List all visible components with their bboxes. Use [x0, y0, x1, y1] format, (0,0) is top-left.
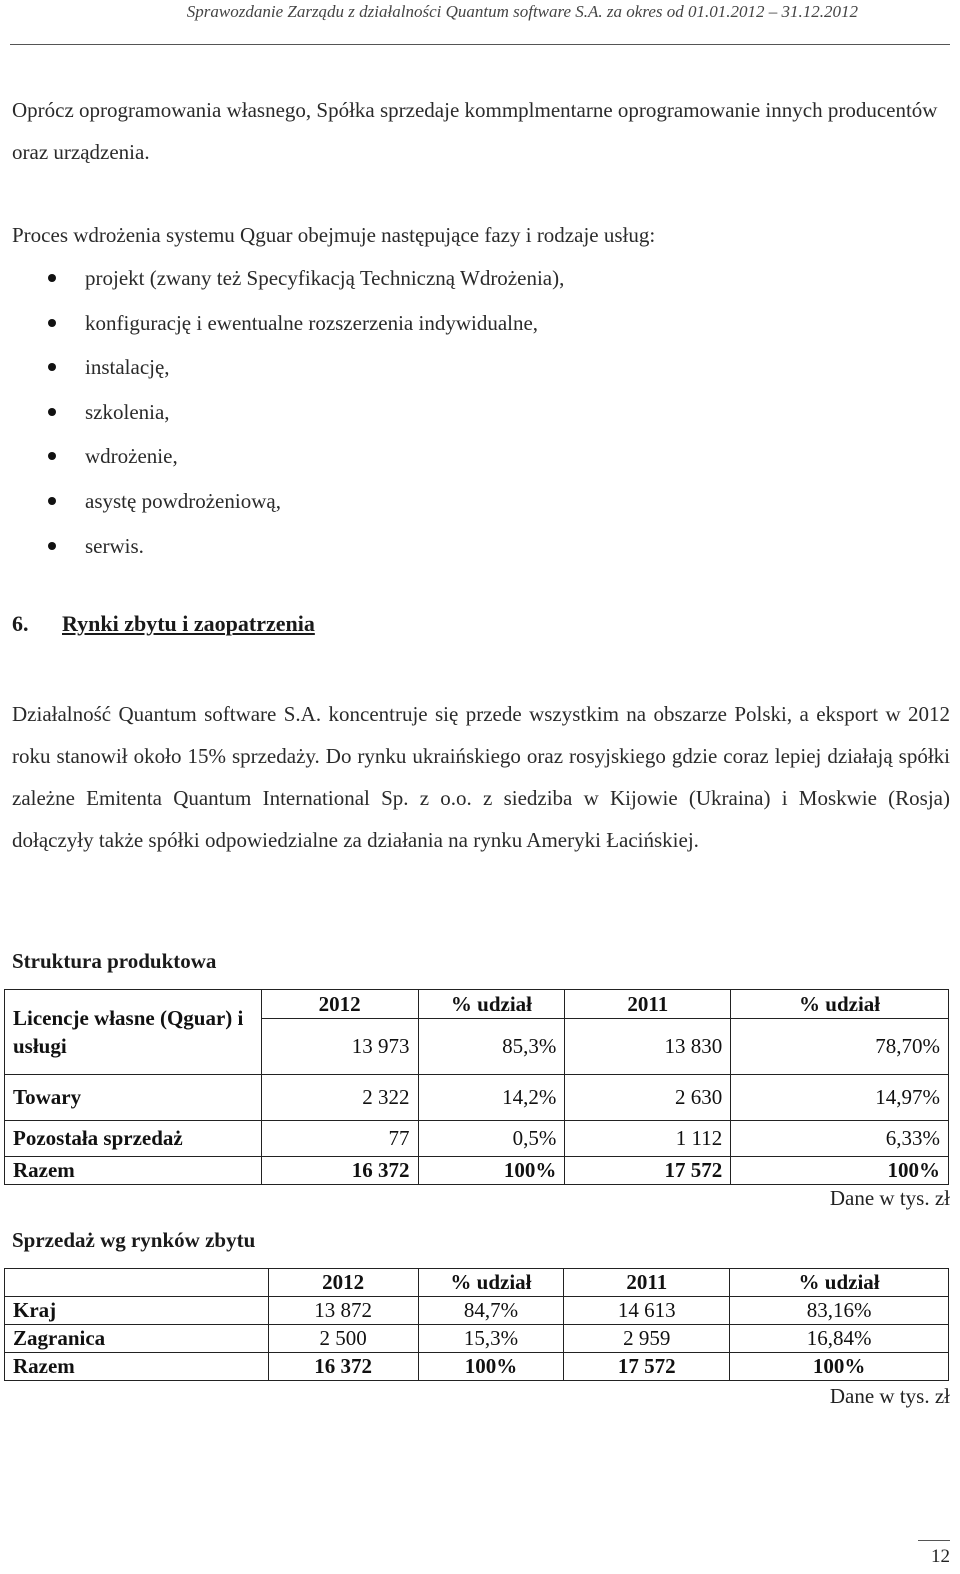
table-cell: 13 973 — [261, 1019, 418, 1075]
table-cell: 14 613 — [564, 1297, 730, 1325]
table-row-label: Towary — [5, 1075, 262, 1121]
column-header: 2012 — [261, 990, 418, 1019]
bullet-icon — [48, 363, 56, 371]
product-structure-title: Struktura produktowa — [12, 949, 217, 973]
process-paragraph: Proces wdrożenia systemu Qguar obejmuje następujące fazy i rodzaje usług: — [12, 223, 656, 247]
table-cell: 6,33% — [731, 1121, 949, 1157]
table-row-label: Licencje własne (Qguar) i usługi — [5, 990, 262, 1075]
bullet-icon — [48, 452, 56, 460]
bullet-icon — [48, 319, 56, 327]
table-cell: 17 572 — [564, 1353, 730, 1381]
page-number-divider — [918, 1540, 950, 1541]
table-cell: 15,3% — [418, 1325, 564, 1353]
market-sales-title: Sprzedaż wg rynków zbytu — [12, 1228, 256, 1252]
bullet-icon — [48, 408, 56, 416]
column-header: % udział — [730, 1269, 949, 1297]
bullet-icon — [48, 274, 56, 282]
table-cell: 2 322 — [261, 1075, 418, 1121]
list-item: projekt (zwany też Specyfikacją Techniczną Wdrożenia), — [0, 256, 900, 301]
list-item: wdrożenie, — [0, 434, 900, 479]
bullet-icon — [48, 542, 56, 550]
table-row-label: Pozostała sprzedaż — [5, 1121, 262, 1157]
table-cell: 1 112 — [565, 1121, 731, 1157]
process-list — [0, 256, 900, 568]
column-header: % udział — [418, 1269, 564, 1297]
column-header: 2012 — [268, 1269, 418, 1297]
section-heading — [12, 611, 315, 637]
column-header: % udział — [418, 990, 565, 1019]
table-cell: 13 872 — [268, 1297, 418, 1325]
table-cell: 16 372 — [261, 1157, 418, 1185]
table-cell: 14,2% — [418, 1075, 565, 1121]
page-number: 12 — [931, 1546, 950, 1567]
table-total-row — [5, 1157, 949, 1185]
bullet-icon — [48, 497, 56, 505]
table-row — [5, 1325, 949, 1353]
table-cell: 2 630 — [565, 1075, 731, 1121]
markets-paragraph: Działalność Quantum software S.A. koncentruje się przede wszystkim na obszarze Polski, a eksport w 2012 roku stanowił około 15% sprzedaży. Do rynku ukraińskiego oraz rosyjskiego gdzie coraz lepiej działają spółki zależne Emitenta Quantum International Sp. z o.o. z siedziba w Kijowie (Ukraina) i Moskwie (Rosja) dołączyły także spółki odpowiedzialne za działania na rynku Ameryki Łacińskiej. — [12, 702, 950, 852]
table-cell: 2 500 — [268, 1325, 418, 1353]
table-cell: 2 959 — [564, 1325, 730, 1353]
table-header-row — [5, 1269, 949, 1297]
table-cell: 0,5% — [418, 1121, 565, 1157]
list-item: konfigurację i ewentualne rozszerzenia indywidualne, — [0, 301, 900, 346]
table-row-label: Kraj — [5, 1297, 269, 1325]
table-cell: 100% — [418, 1157, 565, 1185]
units-note: Dane w tys. zł — [829, 1384, 950, 1408]
table-row-label: Razem — [5, 1157, 262, 1185]
table-cell: 17 572 — [565, 1157, 731, 1185]
table-cell: 100% — [418, 1353, 564, 1381]
table-header-row — [5, 990, 949, 1019]
product-structure-table — [4, 989, 949, 1185]
list-item: szkolenia, — [0, 390, 900, 435]
running-title: Sprawozdanie Zarządu z działalności Quantum software S.A. za okres od 01.01.2012 – 31.12.2012 — [186, 2, 858, 21]
list-item: asystę powdrożeniową, — [0, 479, 900, 524]
table-row — [5, 1121, 949, 1157]
table-cell: 84,7% — [418, 1297, 564, 1325]
section-number: 6. — [12, 611, 29, 636]
table-cell: 16 372 — [268, 1353, 418, 1381]
column-header: % udział — [731, 990, 949, 1019]
table-cell: 14,97% — [731, 1075, 949, 1121]
table-row — [5, 1297, 949, 1325]
table-total-row — [5, 1353, 949, 1381]
table-corner-cell — [5, 1269, 269, 1297]
section-title: Rynki zbytu i zaopatrzenia — [62, 611, 315, 636]
table-cell: 77 — [261, 1121, 418, 1157]
table-cell: 85,3% — [418, 1019, 565, 1075]
list-item: instalację, — [0, 345, 900, 390]
column-header: 2011 — [565, 990, 731, 1019]
table-cell: 78,70% — [731, 1019, 949, 1075]
market-sales-table — [4, 1268, 949, 1381]
table-row — [5, 1075, 949, 1121]
header-divider — [10, 44, 950, 45]
table-cell: 100% — [731, 1157, 949, 1185]
table-row-label: Razem — [5, 1353, 269, 1381]
table-cell: 16,84% — [730, 1325, 949, 1353]
intro-paragraph: Oprócz oprogramowania własnego, Spółka sprzedaje kommplmentarne oprogramowanie innych producentów oraz urządzenia. — [12, 98, 938, 164]
table-cell: 13 830 — [565, 1019, 731, 1075]
column-header: 2011 — [564, 1269, 730, 1297]
list-item: serwis. — [0, 524, 900, 569]
table-cell: 100% — [730, 1353, 949, 1381]
table-row-label: Zagranica — [5, 1325, 269, 1353]
units-note: Dane w tys. zł — [829, 1186, 950, 1210]
page-header — [0, 0, 960, 46]
table-cell: 83,16% — [730, 1297, 949, 1325]
